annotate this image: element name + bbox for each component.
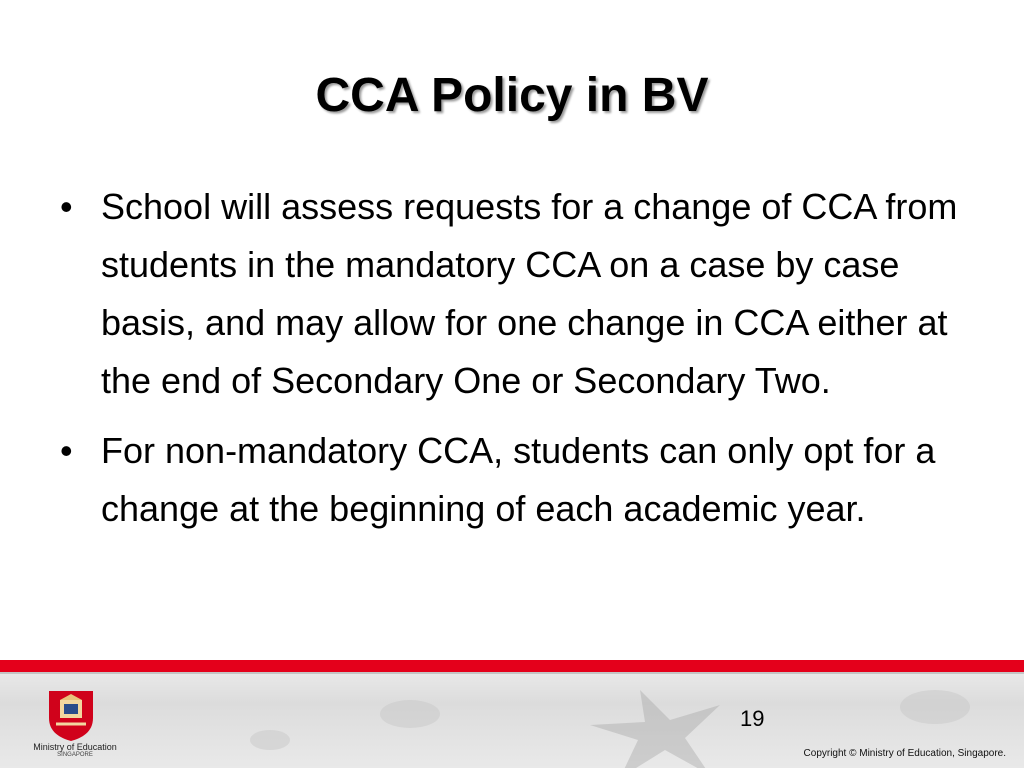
starfish-icon (520, 670, 820, 768)
bullet-marker: • (60, 186, 73, 227)
slide-title: CCA Policy in BV (315, 69, 709, 122)
bullet-text: For non-mandatory CCA, students can only opt for a change at the beginning of each academic year. (101, 430, 936, 529)
footer-accent-line (0, 660, 1024, 672)
background-pebble (900, 690, 970, 724)
slide-footer (0, 660, 1024, 768)
page-number: 19 (740, 706, 765, 731)
bullet-text: School will assess requests for a change of CCA from students in the mandatory CCA on a case by case basis, and may allow for one change in CCA either at the end of Secondary One or Secondary Two. (101, 186, 958, 401)
bullet-item (60, 178, 960, 410)
footer-divider (0, 672, 1024, 674)
moe-crest-icon (46, 688, 96, 742)
bullet-list (60, 178, 960, 550)
ministry-name: Ministry of Education (33, 742, 117, 752)
copyright-text: Copyright © Ministry of Education, Singapore. (803, 748, 1006, 759)
bullet-item (60, 422, 960, 538)
ministry-country: SINGAPORE (57, 752, 93, 758)
background-pebble (250, 730, 290, 750)
background-pebble (380, 700, 440, 728)
bullet-marker: • (60, 430, 73, 471)
